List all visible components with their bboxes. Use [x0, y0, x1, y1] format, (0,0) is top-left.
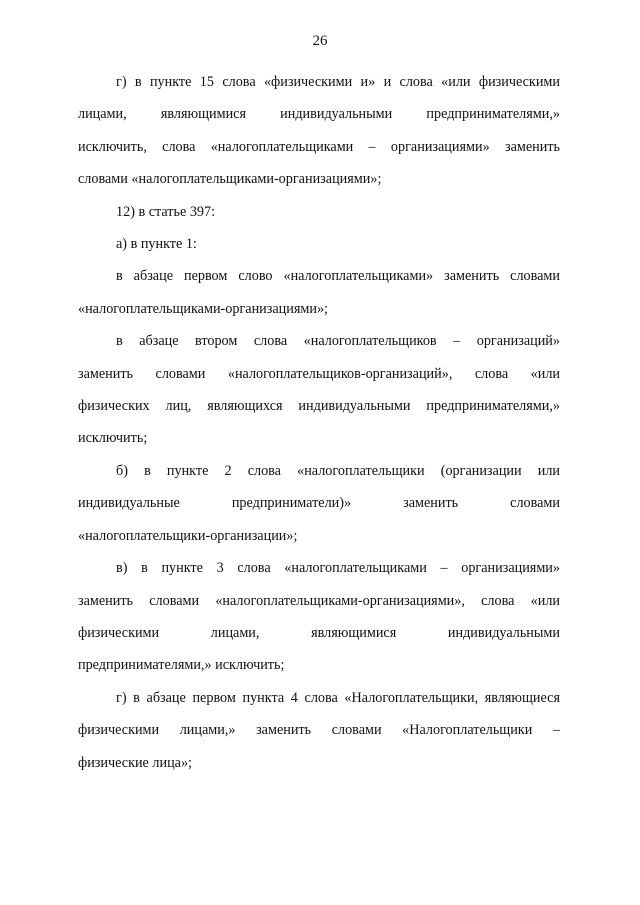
- text-line: словами «налогоплательщиками-организациями»;: [78, 171, 382, 188]
- text-line: предпринимателями,» исключить;: [78, 657, 285, 674]
- text-line: лицами, являющимися индивидуальными предпринимателями,»: [78, 106, 560, 123]
- text-line: физическими лицами,» заменить словами «Налогоплательщики –: [78, 722, 560, 739]
- text-line: заменить словами «налогоплательщиками-организациями», слова «или: [78, 592, 560, 609]
- paragraph: [78, 196, 560, 228]
- text-line: физических лиц, являющихся индивидуальными предпринимателями,»: [78, 398, 560, 415]
- text-line: в абзаце втором слова «налогоплательщиков – организаций»: [116, 333, 560, 350]
- text-line: г) в абзаце первом пункта 4 слова «Налогоплательщики, являющиеся: [116, 689, 560, 706]
- text-line: физические лица»;: [78, 754, 192, 771]
- text-line: заменить словами «налогоплательщиков-организаций», слова «или: [78, 365, 560, 382]
- text-line: «налогоплательщики-организации»;: [78, 527, 298, 544]
- text-line: в абзаце первом слово «налогоплательщиками» заменить словами: [116, 268, 560, 285]
- text-line: исключить;: [78, 430, 148, 447]
- paragraph: [78, 66, 560, 196]
- paragraph: [78, 325, 560, 455]
- document-body: [78, 66, 560, 779]
- page-number: 26: [312, 33, 328, 49]
- text-line: б) в пункте 2 слова «налогоплательщики (организации или: [116, 462, 560, 479]
- paragraph: [78, 260, 560, 325]
- text-line: а) в пункте 1:: [116, 236, 197, 253]
- text-line: исключить, слова «налогоплательщиками – организациями» заменить: [78, 138, 560, 155]
- text-line: г) в пункте 15 слова «физическими и» и слова «или физическими: [116, 74, 560, 90]
- paragraph: [78, 682, 560, 779]
- text-line: 12) в статье 397:: [116, 203, 216, 220]
- text-line: «налогоплательщиками-организациями»;: [78, 300, 328, 317]
- paragraph: [78, 552, 560, 682]
- paragraph: [78, 455, 560, 552]
- paragraph: [78, 228, 560, 260]
- text-line: индивидуальные предприниматели)» заменить словами: [78, 495, 560, 512]
- text-line: физическими лицами, являющимися индивидуальными: [78, 624, 560, 641]
- text-line: в) в пункте 3 слова «налогоплательщиками – организациями»: [116, 560, 560, 577]
